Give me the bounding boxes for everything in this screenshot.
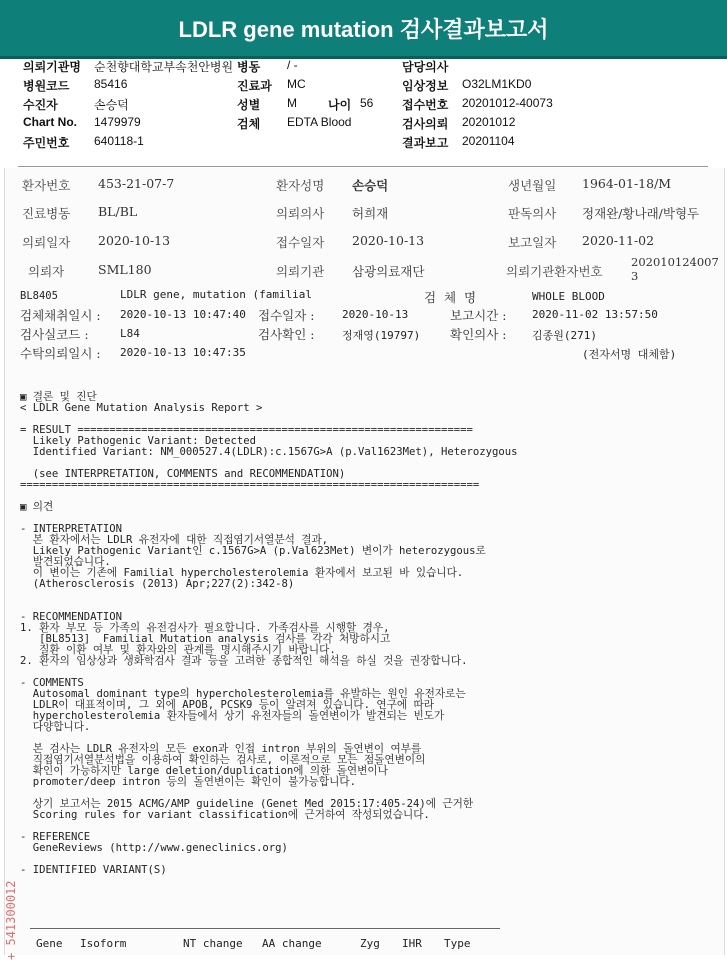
room-label: 검사실코드 : xyxy=(20,327,89,342)
report-body xyxy=(20,392,517,876)
test-code: BL8405 xyxy=(20,290,58,302)
room: L84 xyxy=(120,327,140,340)
report-line: ▣ 의견 xyxy=(20,501,54,513)
collect-label: 검체채취일시 : xyxy=(20,308,101,323)
req-date-label: 의뢰일자 xyxy=(22,235,71,250)
collect: 2020-10-13 10:47:40 xyxy=(120,308,246,321)
id: 640118-1 xyxy=(94,134,144,148)
report-date-label: 결과보고 xyxy=(402,136,449,150)
request-date-label: 검사의뢰 xyxy=(402,117,449,131)
report-line: Likely Pathogenic Variant: Detected xyxy=(20,435,256,447)
report-line: Scoring rules for variant classification에 근거하여 작성되었습니다. xyxy=(20,809,430,821)
report-line: 직접염기서열분석법을 이용하여 확인하는 검사로, 이론적으로 모든 점돌연변이의 xyxy=(20,754,426,766)
report-line: (see INTERPRETATION, COMMENTS and RECOMMENDATION) xyxy=(20,468,346,480)
report-line: 발견되었습니다. xyxy=(20,556,111,568)
report-line: 확인이 가능하지만 large deletion/duplication에 의한 돌연변이나 xyxy=(20,765,388,777)
report-line: ▣ 결론 및 진단 xyxy=(20,391,97,403)
report-title-banner xyxy=(0,0,727,59)
col-aa-change: AA change xyxy=(262,937,322,950)
clinical: O32LM1KD0 xyxy=(462,77,532,91)
confirm-label: 검사확인 : xyxy=(258,327,315,342)
order-header xyxy=(0,56,727,167)
rec-date: 2020-10-13 xyxy=(352,233,425,248)
ward: / - xyxy=(287,58,298,72)
report-line: - RECOMMENDATION xyxy=(20,611,123,623)
accession: 20201012-40073 xyxy=(462,96,553,110)
specimen: EDTA Blood xyxy=(287,115,352,129)
specimen-name: WHOLE BLOOD xyxy=(532,290,605,303)
id-label: 주민번호 xyxy=(23,136,70,150)
hospital-code: 85416 xyxy=(94,77,128,91)
sex: M xyxy=(287,96,297,110)
report-title: LDLR gene mutation 검사결과보고서 xyxy=(178,16,549,42)
report-line xyxy=(20,590,517,601)
reader-label: 판독의사 xyxy=(508,206,557,221)
confirm: 정재영(19797) xyxy=(342,329,421,342)
report-line: 본 환자에서는 LDLR 유전자에 대한 직접염기서열분석 결과, xyxy=(20,534,329,546)
report-line: 질환 이환 여부 및 환자와의 관계를 명시해주시기 바랍니다. xyxy=(20,644,336,656)
req-doc-label: 의뢰의사 xyxy=(276,206,325,221)
report-line: Identified Variant: NM_000527.4(LDLR):c.1567G>A (p.Val1623Met), Heterozygous xyxy=(20,446,518,458)
stamp-mark: + xyxy=(4,952,18,960)
inst-pid-label: 의뢰기관환자번호 xyxy=(506,264,603,279)
ward-label: 병동 xyxy=(237,60,261,74)
esign-note: (전자서명 대체함) xyxy=(582,348,677,361)
report-line: 상기 보고서는 2015 ACMG/AMP guideline (Genet Med 2015:17:405-24)에 근거한 xyxy=(20,798,474,810)
requester: SML180 xyxy=(98,262,152,277)
requester-label: 의뢰자 xyxy=(28,264,65,279)
report-line: LDLR이 대표적이며, 그 외에 APOB, PCSK9 등이 알려져 있습니다. 연구에 따라 xyxy=(20,699,434,711)
report-line: Likely Pathogenic Variant인 c.1567G>A (p.Val623Met) 변이가 heterozygous로 xyxy=(20,545,486,557)
dob-label: 생년월일 xyxy=(508,178,557,193)
req-inst: 삼광의료재단 xyxy=(352,264,425,279)
report-line: < LDLR Gene Mutation Analysis Report > xyxy=(20,402,263,414)
col-isoform: Isoform xyxy=(80,937,127,950)
table-rule xyxy=(30,928,500,929)
report-line: - REFERENCE xyxy=(20,831,91,843)
clinical-label: 임상정보 xyxy=(402,79,449,93)
requester-inst: 순천향대학교부속천안병원 xyxy=(94,60,234,74)
report-line: 이 변이는 기존에 Familial hypercholesterolemia 환자에서 보고된 바 있습니다. xyxy=(20,567,464,579)
consign: 2020-10-13 10:47:35 xyxy=(120,346,246,359)
consign-label: 수탁의뢰일시 : xyxy=(20,346,101,361)
inst-pid-line1: 202010124007 xyxy=(631,255,719,269)
report-time: 2020-11-02 13:57:50 xyxy=(532,308,658,321)
req-doc: 허희재 xyxy=(352,206,389,221)
col-ihr: IHR xyxy=(402,937,422,950)
sex-label: 성별 xyxy=(237,98,261,112)
receipt: 2020-10-13 xyxy=(342,308,409,321)
pid-label: 환자번호 xyxy=(22,178,71,193)
chart: 1479979 xyxy=(94,115,141,129)
specimen-name-label: 검 체 명 xyxy=(424,290,477,305)
specimen-label: 검체 xyxy=(237,117,261,131)
request-date: 20201012 xyxy=(462,115,516,129)
report-line: - INTERPRETATION xyxy=(20,523,123,535)
report-line xyxy=(20,821,517,832)
report-line: = RESULT ============================================================== xyxy=(20,424,473,436)
report-line: - COMMENTS xyxy=(20,677,84,689)
report-line: 본 검사는 LDLR 유전자의 모든 exon과 인접 intron 부위의 돌연변이 여부를 xyxy=(20,743,422,755)
ward-label-2: 진료병동 xyxy=(22,206,71,221)
report-line: - IDENTIFIED VARIANT(S) xyxy=(20,864,167,876)
dob: 1964-01-18/M xyxy=(582,176,672,191)
col-gene: Gene xyxy=(36,937,63,950)
report-line: 다양합니다. xyxy=(20,721,91,733)
hospital-code-label: 병원코드 xyxy=(23,79,70,93)
name: 손승덕 xyxy=(352,178,389,193)
patient: 손승덕 xyxy=(94,98,129,112)
age-label: 나이 xyxy=(328,98,352,112)
col-type: Type xyxy=(444,937,471,950)
receipt-label: 접수일자 : xyxy=(258,308,315,323)
accession-label: 접수번호 xyxy=(402,98,449,112)
report-line: 2. 환자의 임상상과 생화학검사 결과 등을 고려한 종합적인 해석을 하실 것을 권장합니다. xyxy=(20,655,468,667)
pid: 453-21-07-7 xyxy=(98,176,175,191)
report-line: (Atherosclerosis (2013) Apr;227(2):342-8) xyxy=(20,578,295,590)
report-date: 20201104 xyxy=(462,134,515,148)
verify: 김종원(271) xyxy=(532,329,597,342)
report-line xyxy=(20,667,517,678)
rep-date-label: 보고일자 xyxy=(508,235,557,250)
rep-date: 2020-11-02 xyxy=(582,233,655,248)
report-time-label: 보고시간 : xyxy=(450,308,507,323)
stamp-number: 541300012 xyxy=(4,880,18,946)
rec-date-label: 접수일자 xyxy=(276,235,325,250)
report-line xyxy=(20,491,517,502)
req-inst-label: 의뢰기관 xyxy=(276,264,325,279)
verify-label: 확인의사 : xyxy=(450,327,507,342)
report-line: Autosomal dominant type의 hypercholesterolemia를 유발하는 원인 유전자로는 xyxy=(20,688,466,700)
age: 56 xyxy=(360,96,374,110)
name-label: 환자성명 xyxy=(276,178,325,193)
requester-inst-label: 의뢰기관명 xyxy=(23,60,81,74)
reader: 정재완/황나래/박형두 xyxy=(582,206,700,221)
report-line: promoter/deep intron 등의 돌연변이는 확인이 불가능합니다. xyxy=(20,776,356,788)
inst-pid-line2: 3 xyxy=(631,269,639,283)
req-date: 2020-10-13 xyxy=(98,233,171,248)
doctor-label: 담당의사 xyxy=(402,60,449,74)
report-line: ======================================================================== xyxy=(20,479,480,491)
header-divider xyxy=(18,166,708,167)
report-line: 1. 환자 부모 등 가족의 유전검사가 필요합니다. 가족검사를 시행할 경우, xyxy=(20,622,390,634)
report-line: GeneReviews (http://www.geneclinics.org) xyxy=(20,842,288,854)
col-nt-change: NT change xyxy=(183,937,243,950)
chart-label: Chart No. xyxy=(23,115,77,129)
ward-2: BL/BL xyxy=(98,204,138,219)
patient-label: 수진자 xyxy=(23,98,58,112)
test-name: LDLR gene, mutation (familial xyxy=(120,288,313,301)
dept-label: 진료과 xyxy=(237,79,272,93)
report-line: hypercholesterolemia 환자들에서 상기 유전자들의 돌연변이가 발견되는 빈도가 xyxy=(20,710,445,722)
col-zyg: Zyg xyxy=(360,937,380,950)
side-stamp xyxy=(4,840,18,960)
dept: MC xyxy=(287,77,306,91)
report-line: [BL8513] Familial Mutation analysis 검사를 각각 처방하시고 xyxy=(20,633,391,645)
